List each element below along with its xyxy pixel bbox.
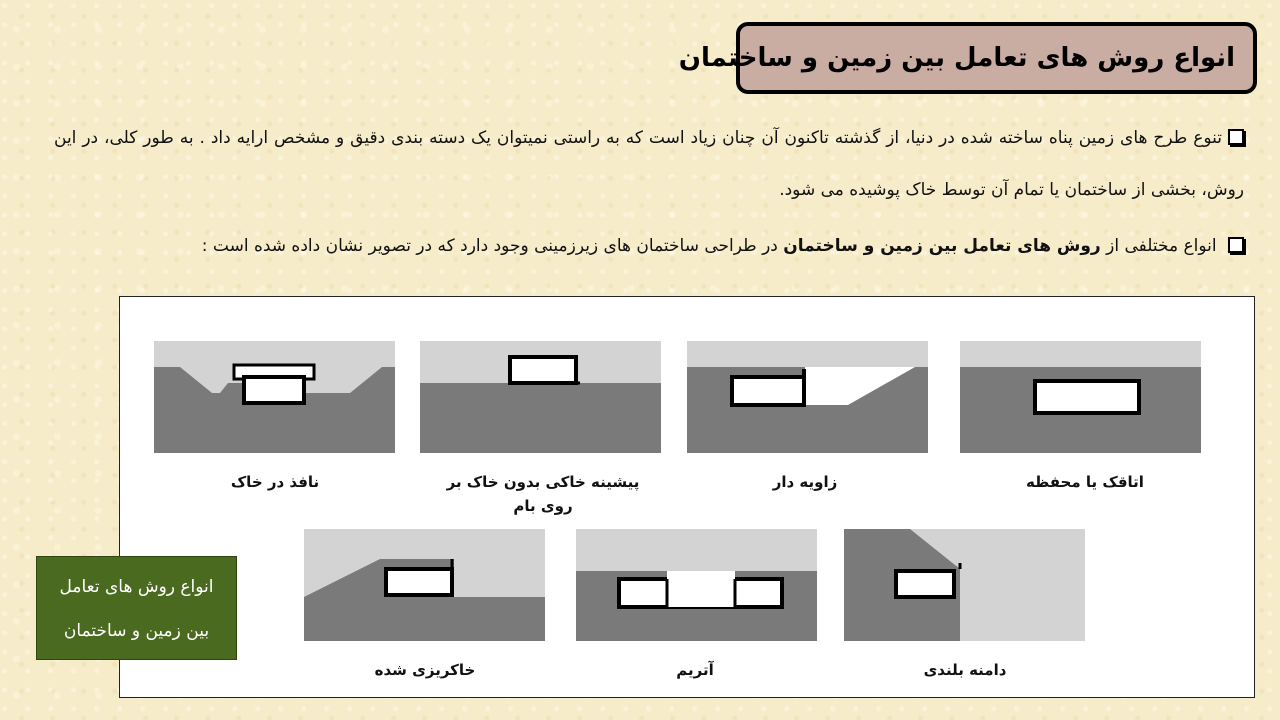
paragraph-1-text: تنوع طرح های زمین پناه ساخته شده در دنیا، از گذشته تاکنون آن چنان زیاد است که به راستی نمیتوان یک دسته بندی دقیق و مشخص ارایه داد . به طور کلی، در این روش، بخشی از ساختمان یا تمام آن توسط خاک پوشیده می شود.: [54, 128, 1244, 200]
diagram-pishine: [420, 341, 661, 453]
caption-khakrizi: خاکریزی شده: [374, 661, 476, 679]
side-label: [36, 556, 237, 660]
diagram-damane: [844, 529, 1085, 641]
caption-nafez: نافذ در خاک: [230, 473, 320, 491]
diagram-atrium: [576, 529, 817, 641]
paragraph-2-after: در طراحی ساختمان های زیرزمینی وجود دارد که در تصویر نشان داده شده است :: [201, 236, 784, 256]
slide-title: انواع روش های تعامل بین زمین و ساختمان: [678, 43, 1235, 73]
paragraph-2-bold: روش های تعامل بین زمین و ساختمان: [783, 236, 1101, 256]
diagram-otagh: [960, 341, 1201, 453]
side-label-line-1: انواع روش های تعامل: [59, 577, 214, 597]
diagram-svg: [120, 297, 1256, 699]
diagram-zavie: [687, 341, 928, 453]
diagram-khakrizi: [304, 529, 545, 641]
caption-otagh: اتاقک یا محفظه: [1026, 473, 1144, 491]
checkbox-bullet-icon: [1228, 237, 1244, 253]
title-box: [678, 22, 1257, 94]
checkbox-bullet-icon: [1228, 129, 1244, 145]
caption-atrium: آتریم: [676, 661, 714, 679]
interaction-types-figure: [119, 296, 1255, 698]
paragraph-1: [54, 112, 1244, 216]
caption-damane: دامنه بلندی: [923, 661, 1007, 679]
diagram-nafez: [154, 341, 395, 453]
caption-pishine: پیشینه خاکی بدون خاک بر روی بام: [446, 473, 640, 515]
paragraph-2: [54, 220, 1244, 272]
caption-zavie: زاویه دار: [772, 473, 838, 491]
side-label-line-2: بین زمین و ساختمان: [63, 621, 210, 641]
paragraph-2-before: انواع مختلفی از: [1100, 236, 1222, 256]
